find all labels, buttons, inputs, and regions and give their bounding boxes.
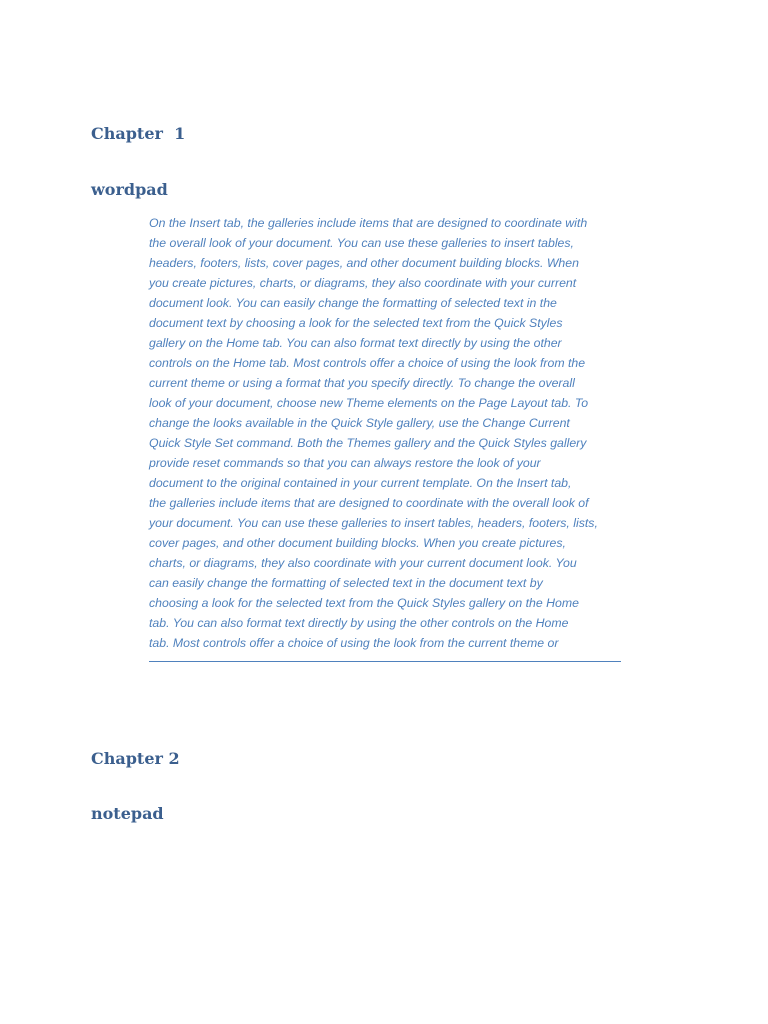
quote-line: gallery on the Home tab. You can also format text directly by using the other: [149, 336, 562, 350]
chapter-2-heading: Chapter 2: [91, 749, 180, 768]
quote-line: choosing a look for the selected text from the Quick Styles gallery on the Home: [149, 596, 579, 610]
quote-line: can easily change the formatting of selected text in the document text by: [149, 576, 543, 590]
quote-line: current theme or using a format that you specify directly. To change the overall: [149, 376, 575, 390]
quote-line: cover pages, and other document building blocks. When you create pictures,: [149, 536, 566, 550]
quote-line: On the Insert tab, the galleries include items that are designed to coordinate with: [149, 216, 588, 230]
quote-line: look of your document, choose new Theme elements on the Page Layout tab. To: [149, 396, 589, 410]
quote-line: controls on the Home tab. Most controls offer a choice of using the look from the: [149, 356, 586, 370]
quote-line: the overall look of your document. You can use these galleries to insert tables,: [149, 236, 574, 250]
quote-line: Quick Style Set command. Both the Themes gallery and the Quick Styles gallery: [149, 436, 587, 450]
quote-line: your document. You can use these galleries to insert tables, headers, footers, lists,: [149, 516, 598, 530]
quote-line: tab. Most controls offer a choice of using the look from the current theme or: [149, 636, 559, 650]
quote-line: charts, or diagrams, they also coordinate with your current document look. You: [149, 556, 577, 570]
quote-line: document to the original contained in your current template. On the Insert tab,: [149, 476, 572, 490]
intense-quote-block: [149, 213, 621, 662]
quote-line: document look. You can easily change the formatting of selected text in the: [149, 296, 557, 310]
quote-line: change the looks available in the Quick Style gallery, use the Change Current: [149, 416, 570, 430]
quote-line: tab. You can also format text directly by using the other controls on the Home: [149, 616, 569, 630]
chapter-1-subheading: wordpad: [91, 180, 168, 199]
quote-line: headers, footers, lists, cover pages, and other document building blocks. When: [149, 256, 579, 270]
quote-line: you create pictures, charts, or diagrams, they also coordinate with your current: [149, 276, 577, 290]
chapter-2-subheading: notepad: [91, 804, 164, 823]
quote-line: document text by choosing a look for the selected text from the Quick Styles: [149, 316, 563, 330]
quote-line: the galleries include items that are designed to coordinate with the overall look of: [149, 496, 589, 510]
quote-line: provide reset commands so that you can always restore the look of your: [149, 456, 541, 470]
chapter-1-heading: Chapter 1: [91, 124, 186, 143]
